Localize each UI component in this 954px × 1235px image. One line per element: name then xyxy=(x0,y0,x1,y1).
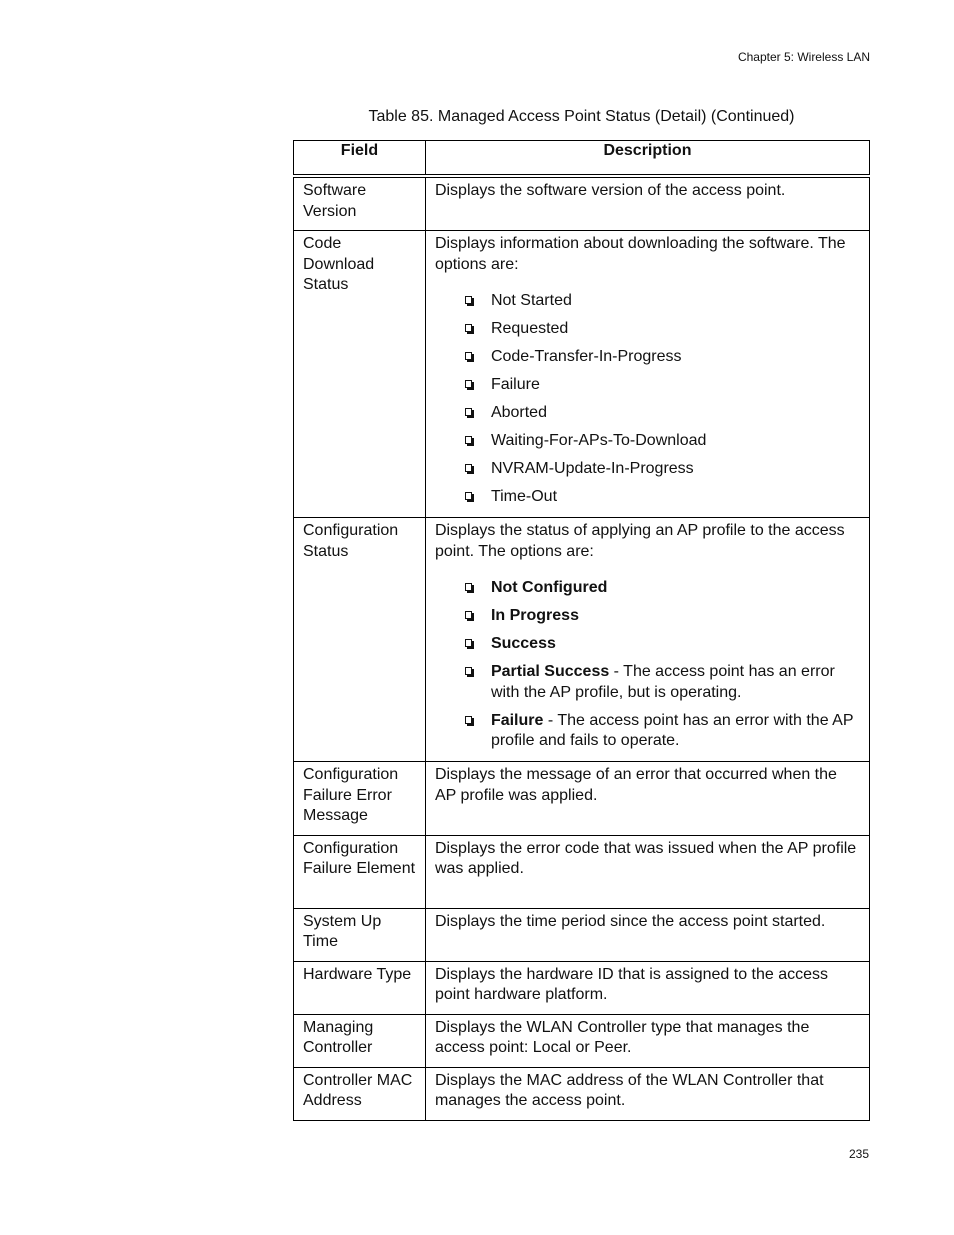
square-bullet-icon xyxy=(465,408,472,416)
option-text: Code-Transfer-In-Progress xyxy=(490,348,682,365)
option-text: - The access point has an error with the AP profile and fails to operate. xyxy=(490,711,854,749)
description-text: Displays the time period since the access point started. xyxy=(434,912,826,930)
description-text: Displays the status of applying an AP profile to the access point. The options are: xyxy=(434,522,845,560)
field-cell: Configuration Status xyxy=(294,518,426,762)
option-item xyxy=(435,291,860,312)
option-text: Aborted xyxy=(490,404,547,421)
description-cell xyxy=(425,1014,869,1067)
running-header: Chapter 5: Wireless LAN xyxy=(737,50,870,64)
table-row xyxy=(294,835,870,908)
square-bullet-icon xyxy=(465,716,472,724)
description-cell xyxy=(425,518,869,762)
option-item xyxy=(435,431,860,452)
square-bullet-icon xyxy=(465,492,472,500)
options-list xyxy=(435,291,860,508)
description-text: Displays the WLAN Controller type that manages the access point: Local or Peer. xyxy=(434,1018,810,1056)
field-cell: Hardware Type xyxy=(294,961,426,1014)
field-cell: Code Download Status xyxy=(294,231,426,518)
description-cell xyxy=(425,1067,869,1120)
option-term: Success xyxy=(490,635,556,652)
option-item xyxy=(435,711,860,752)
field-cell: Software Version xyxy=(294,176,426,231)
option-text: Waiting-For-APs-To-Download xyxy=(490,432,707,449)
description-cell xyxy=(425,176,869,231)
option-item xyxy=(435,375,860,396)
table-row xyxy=(294,762,870,836)
table-row xyxy=(294,518,870,762)
field-cell: Configuration Failure Error Message xyxy=(294,762,426,836)
column-header-description: Description xyxy=(425,141,869,177)
option-item xyxy=(435,662,860,703)
square-bullet-icon xyxy=(465,583,472,591)
option-item xyxy=(435,487,860,508)
option-text: Not Started xyxy=(490,292,572,309)
table-row xyxy=(294,1067,870,1120)
description-text: Displays the hardware ID that is assigned to the access point hardware platform. xyxy=(434,965,829,1003)
option-item xyxy=(435,606,860,627)
option-item xyxy=(435,459,860,480)
description-text: Displays the error code that was issued when the AP profile was applied. xyxy=(434,839,857,877)
option-item xyxy=(435,347,860,368)
status-table-container xyxy=(293,140,870,1121)
square-bullet-icon xyxy=(465,296,472,304)
table-row xyxy=(294,176,870,231)
option-item xyxy=(435,319,860,340)
option-term: Failure xyxy=(490,711,544,729)
status-table xyxy=(293,140,870,1121)
field-cell: Configuration Failure Element xyxy=(294,835,426,908)
field-cell: Controller MAC Address xyxy=(294,1067,426,1120)
field-cell: Managing Controller xyxy=(294,1014,426,1067)
option-term: Partial Success xyxy=(490,663,610,680)
description-cell xyxy=(425,908,869,961)
option-term: In Progress xyxy=(490,607,579,624)
description-text: Displays the message of an error that occurred when the AP profile was applied. xyxy=(434,766,837,804)
option-item xyxy=(435,403,860,424)
description-text: Displays information about downloading the software. The options are: xyxy=(434,235,846,273)
square-bullet-icon xyxy=(465,611,472,619)
table-caption: Table 85. Managed Access Point Status (Detail) (Continued) xyxy=(368,108,795,125)
square-bullet-icon xyxy=(465,639,472,647)
table-header-row xyxy=(294,141,870,177)
field-cell: System Up Time xyxy=(294,908,426,961)
column-header-field: Field xyxy=(294,141,426,177)
description-text: Displays the MAC address of the WLAN Controller that manages the access point. xyxy=(434,1071,824,1109)
square-bullet-icon xyxy=(465,352,472,360)
option-item xyxy=(435,578,860,599)
option-text: Requested xyxy=(490,320,569,337)
option-item xyxy=(435,634,860,655)
options-list xyxy=(435,578,860,752)
square-bullet-icon xyxy=(465,324,472,332)
option-text: Failure xyxy=(490,376,540,393)
square-bullet-icon xyxy=(465,380,472,388)
square-bullet-icon xyxy=(465,436,472,444)
table-row xyxy=(294,231,870,518)
description-cell xyxy=(425,961,869,1014)
page-number: 235 xyxy=(848,1147,869,1161)
table-body xyxy=(294,176,870,1120)
square-bullet-icon xyxy=(465,464,472,472)
description-cell xyxy=(425,835,869,908)
description-cell xyxy=(425,762,869,836)
option-text: - The access point has an error with the AP profile, but is operating. xyxy=(490,663,835,701)
option-text: Time-Out xyxy=(490,488,558,505)
table-row xyxy=(294,1014,870,1067)
description-text: Displays the software version of the access point. xyxy=(434,182,786,199)
option-text: NVRAM-Update-In-Progress xyxy=(490,460,694,477)
table-row xyxy=(294,961,870,1014)
table-row xyxy=(294,908,870,961)
description-cell xyxy=(425,231,869,518)
square-bullet-icon xyxy=(465,667,472,675)
option-term: Not Configured xyxy=(490,579,608,596)
